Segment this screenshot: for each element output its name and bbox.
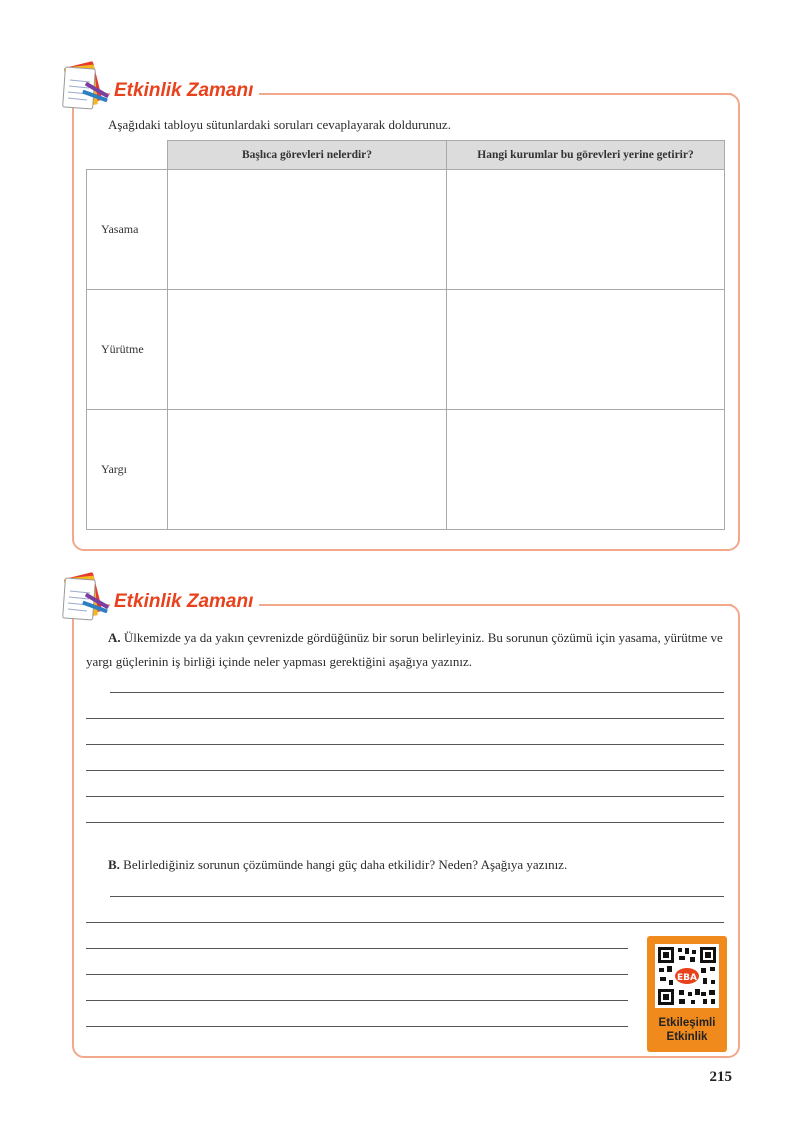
part-a-prompt	[86, 626, 724, 674]
answer-cell[interactable]	[168, 410, 447, 530]
activity-title-1: Etkinlik Zamanı	[110, 80, 259, 102]
title-rule-2	[272, 604, 732, 606]
badge-label-line2: Etkinlik	[666, 1031, 708, 1043]
table-corner-cell	[87, 141, 168, 170]
part-b-text: Belirlediğiniz sorunun çözümünde hangi güç daha etkilidir? Neden? Aşağıya yazınız.	[123, 857, 568, 872]
part-b-label: B.	[108, 857, 120, 872]
part-b-prompt	[108, 853, 708, 877]
writing-line[interactable]	[86, 922, 724, 923]
answer-cell[interactable]	[447, 410, 725, 530]
badge-label-line1: Etkileşimli	[658, 1017, 716, 1029]
table-row	[87, 170, 725, 290]
qr-overlay-text: EBA	[677, 973, 697, 983]
interactive-activity-badge[interactable]	[647, 936, 727, 1052]
table-header-institutions: Hangi kurumlar bu görevleri yerine getirir?	[447, 141, 725, 170]
notebook-icon	[54, 58, 112, 116]
writing-line[interactable]	[86, 718, 724, 719]
qr-code-icon	[655, 944, 719, 1008]
writing-line[interactable]	[86, 1026, 628, 1027]
writing-line[interactable]	[110, 692, 724, 693]
activity-title-2: Etkinlik Zamanı	[110, 591, 259, 613]
page-number: 215	[709, 1069, 732, 1085]
writing-line[interactable]	[86, 822, 724, 823]
row-label-yasama: Yasama	[87, 170, 168, 290]
qr-code[interactable]	[655, 944, 719, 1008]
answer-cell[interactable]	[168, 170, 447, 290]
table-row	[87, 290, 725, 410]
activity-instruction: Aşağıdaki tabloyu sütunlardaki soruları cevaplayarak doldurunuz.	[108, 117, 451, 132]
answer-cell[interactable]	[447, 170, 725, 290]
answer-cell[interactable]	[168, 290, 447, 410]
writing-line[interactable]	[86, 1000, 628, 1001]
title-rule-1	[272, 93, 732, 95]
table-row	[87, 410, 725, 530]
part-a-label: A.	[108, 630, 121, 645]
answer-cell[interactable]	[447, 290, 725, 410]
table-header-row	[87, 141, 725, 170]
writing-line[interactable]	[110, 896, 724, 897]
row-label-yargi: Yargı	[87, 410, 168, 530]
writing-line[interactable]	[86, 796, 724, 797]
government-powers-table	[86, 140, 725, 530]
writing-line[interactable]	[86, 744, 724, 745]
writing-line[interactable]	[86, 974, 628, 975]
row-label-yurutme: Yürütme	[87, 290, 168, 410]
notebook-icon	[54, 569, 112, 627]
writing-line[interactable]	[86, 770, 724, 771]
part-a-text: Ülkemizde ya da yakın çevrenizde gördüğünüz bir sorun belirleyiniz. Bu sorunun çözümü için yasama, yürütme ve yargı güçlerinin iş birliği içinde neler yapması gerektiğini aşağıya yazınız.	[86, 630, 723, 669]
writing-line[interactable]	[86, 948, 628, 949]
table-header-duties: Başlıca görevleri nelerdir?	[168, 141, 447, 170]
